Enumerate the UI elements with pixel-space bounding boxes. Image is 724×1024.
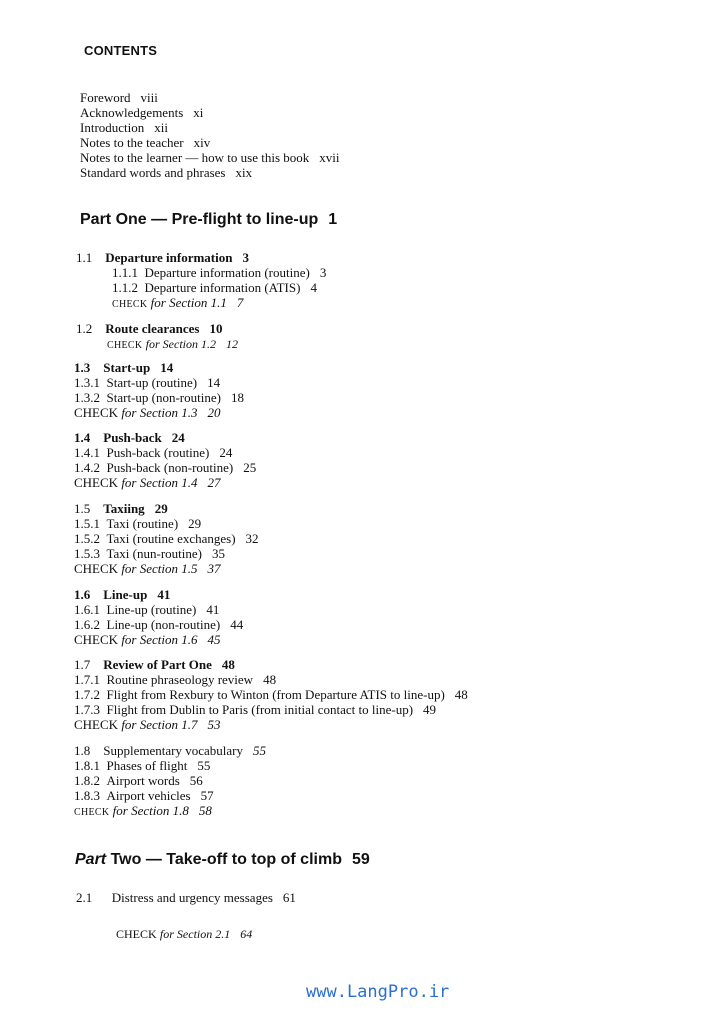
section-heading: 1.1 Departure information 3 (76, 250, 249, 265)
section-2-1: 2.1 Distress and urgency messages 61 (76, 890, 296, 905)
part-one-heading: Part One — Pre-flight to line-up 1 (80, 211, 338, 228)
subsection-entry: 1.7.3 Flight from Dublin to Paris (from initial contact to line-up) 49 (74, 702, 437, 717)
section-1-5 (74, 501, 259, 576)
subsection-entry: 1.4.2 Push-back (non-routine) 25 (74, 460, 257, 475)
subsection-entry: 1.5.1 Taxi (routine) 29 (74, 516, 202, 531)
subsection-entry: 1.3.1 Start-up (routine) 14 (74, 375, 221, 390)
subsection-entry: 1.1.2 Departure information (ATIS) 4 (112, 280, 317, 295)
subsection-entry: 1.4.1 Push-back (routine) 24 (74, 445, 233, 460)
subsection-entry: 1.6.2 Line-up (non-routine) 44 (74, 617, 244, 632)
section-1-4 (74, 430, 256, 490)
section-heading: 1.7 Review of Part One 48 (74, 657, 235, 672)
check-entry: CHECK for Section 1.1 7 (112, 295, 244, 310)
section-1-1 (76, 250, 326, 312)
section-heading: 1.3 Start-up 14 (74, 360, 174, 375)
check-entry: CHECK for Section 1.3 20 (74, 405, 221, 420)
contents-heading: CONTENTS (84, 43, 158, 58)
section-heading: 1.6 Line-up 41 (74, 587, 171, 602)
subsection-entry: 1.7.1 Routine phraseology review 48 (74, 672, 277, 687)
section-1-7 (74, 657, 468, 732)
check-entry: CHECK for Section 1.2 12 (107, 337, 238, 351)
toc-entry: Standard words and phrases xix (80, 165, 253, 180)
toc-entry: Introduction xii (80, 120, 168, 135)
section-1-2 (76, 321, 238, 353)
subsection-entry: 1.3.2 Start-up (non-routine) 18 (74, 390, 244, 405)
toc-entry: Notes to the teacher xiv (80, 135, 211, 150)
subsection-entry: 1.7.2 Flight from Rexbury to Winton (from Departure ATIS to line-up) 48 (74, 687, 468, 702)
section-1-6 (74, 587, 243, 647)
check-entry: CHECK for Section 1.7 53 (74, 717, 221, 732)
toc-entry: Foreword viii (80, 90, 158, 105)
check-entry: CHECK for Section 1.5 37 (74, 561, 221, 576)
check-entry: CHECK for Section 1.4 27 (74, 475, 221, 490)
check-entry-2-1: CHECK for Section 2.1 64 (116, 927, 253, 941)
toc-entry: Notes to the learner — how to use this book xvii (80, 150, 340, 165)
check-entry: CHECK for Section 1.6 45 (74, 632, 221, 647)
section-heading: 1.5 Taxiing 29 (74, 501, 168, 516)
section-1-3 (74, 360, 244, 420)
subsection-entry: 1.8.3 Airport vehicles 57 (74, 788, 214, 803)
front-matter-list (80, 90, 340, 180)
section-1-8 (74, 743, 266, 820)
section-heading: 1.4 Push-back 24 (74, 430, 185, 445)
subsection-entry: 1.5.2 Taxi (routine exchanges) 32 (74, 531, 259, 546)
subsection-entry: 1.6.1 Line-up (routine) 41 (74, 602, 220, 617)
footer-website-link[interactable]: www.LangPro.ir (306, 982, 450, 1002)
check-entry: CHECK for Section 1.8 58 (74, 803, 212, 818)
subsection-entry: 1.1.1 Departure information (routine) 3 (112, 265, 327, 280)
section-heading: 1.2 Route clearances 10 (76, 321, 223, 336)
subsection-entry: 1.8.1 Phases of flight 55 (74, 758, 211, 773)
subsection-entry: 1.8.2 Airport words 56 (74, 773, 203, 788)
subsection-entry: 1.5.3 Taxi (nun-routine) 35 (74, 546, 225, 561)
section-heading: 1.8 Supplementary vocabulary 55 (74, 743, 266, 758)
part-two-heading: Part Two — Take-off to top of climb 59 (75, 851, 370, 868)
toc-entry: Acknowledgements xi (80, 105, 204, 120)
